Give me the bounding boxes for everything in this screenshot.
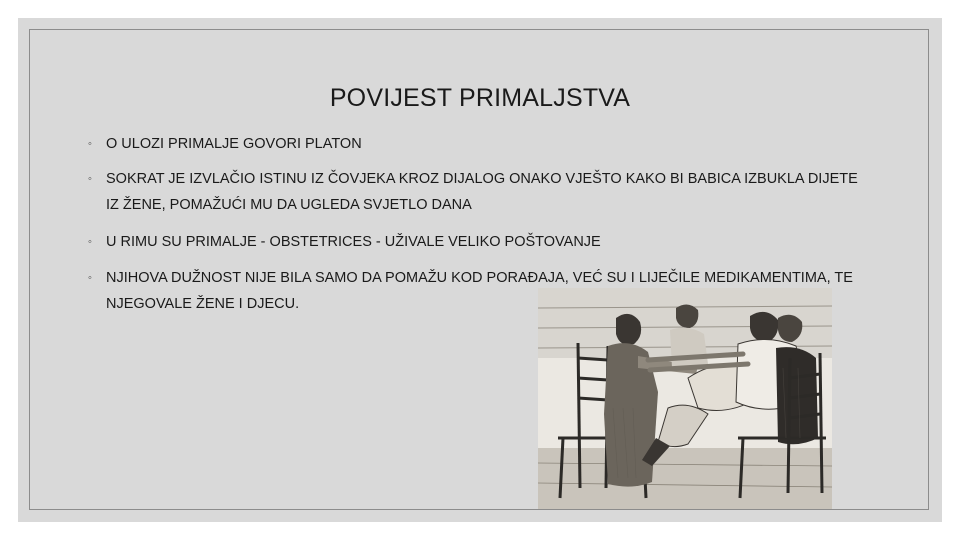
bullet-item <box>88 166 868 218</box>
slide-title <box>0 84 960 113</box>
slide-title-text: POVIJEST PRIMALJSTVA <box>329 84 631 112</box>
bullet-marker: ◦ <box>88 173 92 185</box>
engraving-birth-scene-illustration <box>538 288 832 509</box>
bullet-marker: ◦ <box>88 138 92 150</box>
bullet-item <box>88 229 868 255</box>
bullet-item <box>88 131 868 157</box>
bullet-text: SOKRAT JE IZVLAČIO ISTINU IZ ČOVJEKA KROZ DIJALOG ONAKO VJEŠTO KAKO BI BABICA IZBUKLA DIJETE IZ ŽENE, POMAŽUĆI MU DA UGLEDA SVJETLO DANA <box>106 171 858 213</box>
bullet-marker: ◦ <box>88 236 92 248</box>
illustration-svg <box>538 288 832 509</box>
bullet-text: O ULOZI PRIMALJE GOVORI PLATON <box>106 136 362 152</box>
bullet-text: NJIHOVA DUŽNOST NIJE BILA SAMO DA POMAŽU KOD PORAĐAJA, VEĆ SU I LIJEČILE MEDIKAMENTIMA, TE NJEGOVALE ŽENE I DJECU. <box>106 270 853 312</box>
bullet-text: U RIMU SU PRIMALJE - OBSTETRICES - UŽIVALE VELIKO POŠTOVANJE <box>106 234 601 250</box>
bullet-marker: ◦ <box>88 272 92 284</box>
